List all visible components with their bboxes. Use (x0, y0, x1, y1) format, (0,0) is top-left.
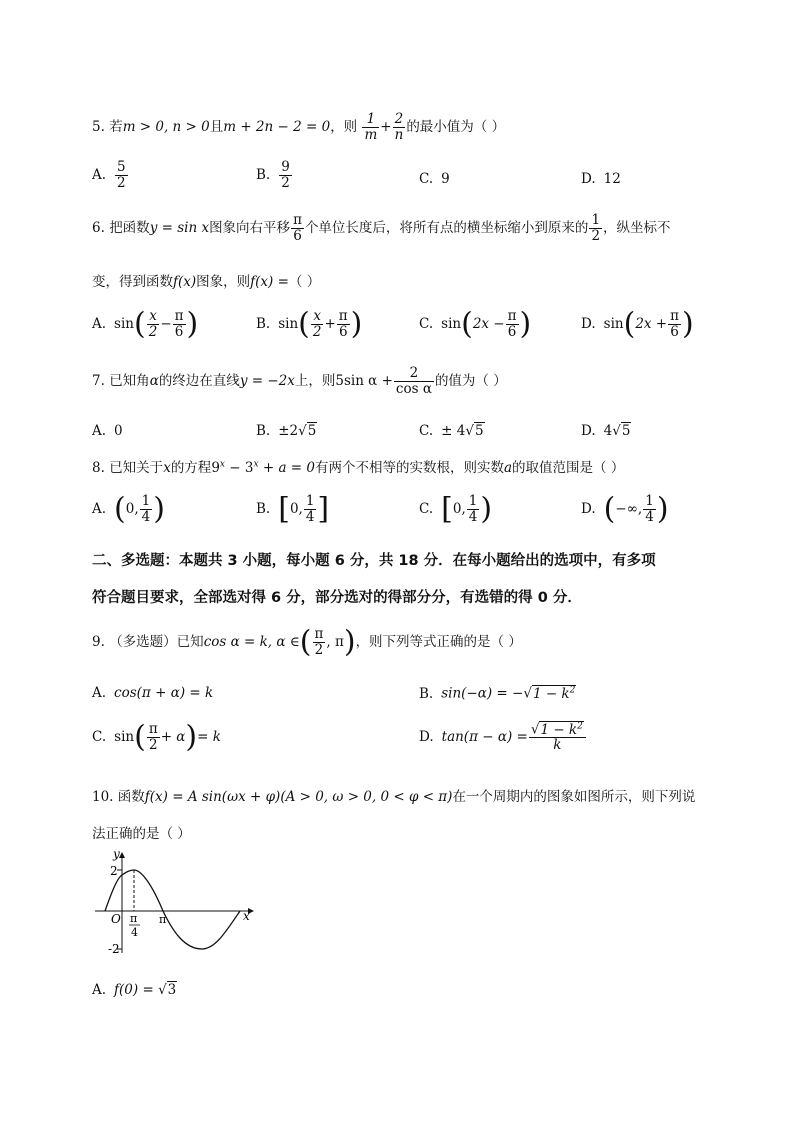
section-heading: 二、多选题：本题共 3 小题，每小题 6 分，共 18 分．在每小题给出的选项中，有多项 (92, 553, 656, 569)
q9-stem: 9. （多选题）已知cos α = k, α ∈( $\frac{\pi}{2}$ , π)，则下列等式正确的是（ ） (92, 624, 522, 660)
q7-option-b[interactable]: B. ±2√5 (256, 423, 317, 439)
q8-option-a[interactable]: A. (0, $\frac{1}{4}$ ) (92, 491, 165, 527)
question-number: 10. (92, 789, 114, 805)
q7-stem: 7. 已知角α的终边在直线y = −2x上，则5sin α + $\frac{2}{\text{cos α}}$ 的值为（ ） (92, 365, 507, 397)
q8-option-b[interactable]: B. [0, $\frac{1}{4}$ ] (256, 491, 330, 527)
q6-option-c[interactable]: C. sin(2x − $\frac{\pi}{6}$ ) (419, 306, 532, 342)
x-label: x (243, 909, 250, 923)
question-number: 5. (92, 118, 105, 135)
q6-stem-line2: 变，得到函数f(x)图象，则f(x) =（ ） (92, 274, 321, 290)
y-label: y (113, 848, 120, 861)
q8-stem: 8. 已知关于x的方程$9^x - 3^x + a = 0$有两个不相等的实数根，则实数a的取值范围是（ ） (92, 459, 625, 476)
q9-option-b[interactable]: B. $\sin(-\alpha) = -√1 - k^2$ (419, 685, 576, 702)
fraction: $\frac{1}{m}$ (364, 111, 378, 143)
q6-option-d[interactable]: D. sin(2x + $\frac{\pi}{6}$ ) (581, 306, 694, 342)
y-min-label: -2 (108, 942, 120, 956)
q10-stem: 10. 函数f(x) = A sin(ωx + φ)(A > 0, ω > 0, 0 < φ < π)在一个周期内的图象如图所示，则下列说 (92, 789, 696, 805)
q5-stem: 5. 若m > 0, n > 0且m + 2n − 2 = 0，则 $\frac{1}{m}$ + $\frac{2}{n}$ 的最小值为（ ） (92, 111, 506, 143)
sine-curve (105, 870, 240, 949)
q8-option-c[interactable]: C. [0, $\frac{1}{4}$ ) (419, 491, 493, 527)
question-number: 7. (92, 372, 105, 389)
q7-option-a[interactable]: A. 0 (92, 423, 123, 439)
section-heading-line2: 符合题目要求，全部选对得 6 分，部分选对的得部分分，有选错的得 0 分． (92, 590, 582, 606)
fraction: $\frac{2}{n}$ (394, 111, 404, 143)
q6-option-b[interactable]: B. sin( $\frac{x}{2}$ + $\frac{\pi}{6}$ ) (256, 306, 363, 342)
tick-pi: π (159, 913, 167, 926)
q9-option-a[interactable]: A. cos(π + α) = k (92, 685, 214, 701)
y-max-label: 2 (110, 864, 118, 878)
q7-option-c[interactable]: C. ± 4√5 (419, 423, 484, 439)
tick-pi-over-4-num: π (130, 912, 138, 925)
q5-option-d[interactable]: D. 12 (581, 171, 621, 187)
question-number: 9. (92, 633, 105, 650)
q6-option-a[interactable]: A. sin( $\frac{x}{2}$ − $\frac{\pi}{6}$ ) (92, 306, 199, 342)
origin-label: O (111, 912, 121, 926)
question-number: 6. (92, 219, 105, 236)
q5-option-c[interactable]: C. 9 (419, 171, 450, 187)
sine-graph (95, 848, 260, 958)
q5-option-b[interactable]: B. $\frac{9}{2}$ (256, 159, 290, 191)
q6-stem: 6. 把函数y = sin x图象向右平移 $\frac{\pi}{6}$ 个单位长度后，将所有点的横坐标缩小到原来的 $\frac{1}{2}$ ，纵坐标不 (92, 212, 671, 244)
question-number: 8. (92, 460, 105, 476)
q5-option-a[interactable]: A. $\frac{5}{2}$ (92, 159, 126, 191)
q9-option-c[interactable]: C. sin( $\frac{\pi}{2}$ + α)= k (92, 719, 221, 755)
q10-stem-line2: 法正确的是（ ） (92, 826, 191, 842)
q7-option-d[interactable]: D. 4√5 (581, 423, 631, 439)
q10-option-a[interactable]: A. f(0) = √3 (92, 982, 177, 998)
tick-pi-over-4-den: 4 (131, 926, 138, 939)
q8-option-d[interactable]: D. (−∞, $\frac{1}{4}$ ) (581, 491, 669, 527)
q9-option-d[interactable]: D. tan(π − α) = $\frac{√1 - k^2}{k}$ (419, 722, 587, 753)
